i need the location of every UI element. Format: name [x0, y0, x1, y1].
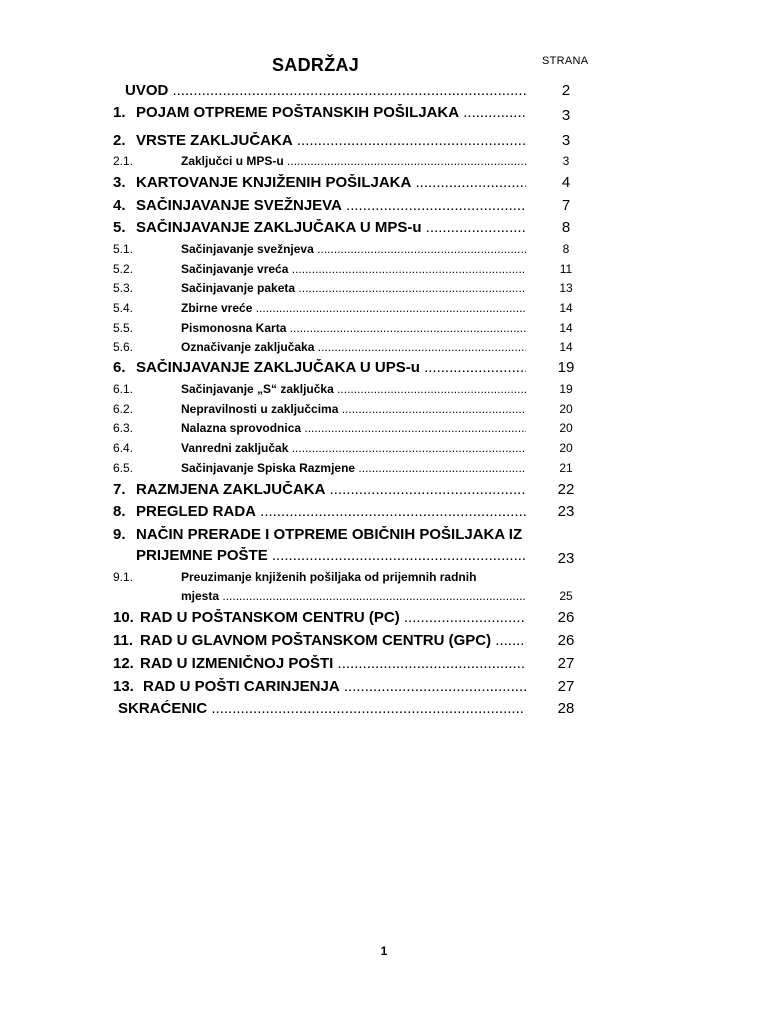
toc-entry-label: SAČINJAVANJE SVEŽNJEVA ..... — [136, 197, 526, 214]
toc-entry-label: Zbirne vreće ..... — [181, 301, 526, 315]
toc-entry-label: Sačinjavanje „S“ zaključka ..... — [181, 382, 526, 396]
toc-entry-label: RAD U POŠTANSKOM CENTRU (PC) ..... — [140, 609, 526, 626]
toc-entry-page: 26 — [557, 632, 575, 649]
toc-entry-number: 10. — [113, 609, 134, 626]
page-number: 1 — [380, 944, 388, 958]
toc-entry-page: 19 — [559, 382, 573, 396]
toc-entry-number: 5.6. — [113, 340, 134, 354]
toc-entry-number: 11. — [113, 632, 134, 649]
toc-entry-page: 13 — [559, 281, 573, 295]
toc-entry-page: 27 — [557, 655, 575, 672]
page-column-header: STRANA — [542, 55, 589, 67]
toc-entry-page: 23 — [557, 550, 575, 567]
toc-entry-page: 8 — [561, 219, 571, 236]
toc-entry-number: 6.3. — [113, 421, 134, 435]
toc-entry-number: 6.4. — [113, 441, 134, 455]
page-title: SADRŽAJ — [272, 55, 360, 75]
toc-entry-number: 6. — [113, 359, 126, 376]
toc-entry-page: 26 — [557, 609, 575, 626]
toc-entry-page: 3 — [562, 154, 570, 168]
toc-entry-page: 20 — [559, 421, 573, 435]
toc-entry-label: Označivanje zaključaka ..... — [181, 340, 526, 354]
toc-entry-number: 5.3. — [113, 281, 134, 295]
toc-entry-number: 6.5. — [113, 461, 134, 475]
toc-entry-label: Sačinjavanje svežnjeva ..... — [181, 242, 526, 256]
toc-entry-page: 3 — [561, 107, 571, 124]
toc-entry-number: 2.1. — [113, 154, 134, 168]
toc-entry-number: 6.1. — [113, 382, 134, 396]
toc-entry-number: 5.2. — [113, 262, 134, 276]
toc-entry-label-line2: mjesta ..... — [181, 589, 526, 603]
toc-entry-page: 25 — [559, 589, 573, 603]
toc-entry-page: 21 — [559, 461, 573, 475]
toc-entry-label: Sačinjavanje Spiska Razmjene ..... — [181, 461, 526, 475]
toc-entry-page: 11 — [559, 262, 573, 276]
toc-entry-number: 3. — [113, 174, 126, 191]
toc-entry-label: POJAM OTPREME POŠTANSKIH POŠILJAKA ..... — [136, 104, 526, 121]
toc-entry-label: KARTOVANJE KNJIŽENIH POŠILJAKA ..... — [136, 174, 526, 191]
toc-entry-label: Pismonosna Karta ..... — [181, 321, 526, 335]
toc-entry-page: 14 — [559, 321, 573, 335]
toc-entry-number: 13. — [113, 678, 134, 695]
toc-entry-page: 4 — [561, 174, 571, 191]
toc-entry-label: Nalazna sprovodnica ..... — [181, 421, 526, 435]
toc-entry-label: Zaključci u MPS-u ..... — [181, 154, 526, 168]
toc-entry-label: RAZMJENA ZAKLJUČAKA ..... — [136, 481, 526, 498]
toc-entry-page: 27 — [557, 678, 575, 695]
toc-entry-number: 5. — [113, 219, 126, 236]
toc-entry-number: 6.2. — [113, 402, 134, 416]
toc-entry-label-line2: PRIJEMNE POŠTE ..... — [136, 547, 526, 564]
toc-entry-label: VRSTE ZAKLJUČAKA ..... — [136, 132, 526, 149]
toc-entry-label: RAD U IZMENIČNOJ POŠTI ..... — [140, 655, 526, 672]
toc-entry-page: 20 — [559, 441, 573, 455]
toc-entry-label: SAČINJAVANJE ZAKLJUČAKA U UPS-u ..... — [136, 359, 526, 376]
toc-entry-number: 7. — [113, 481, 126, 498]
toc-entry-label: Sačinjavanje paketa ..... — [181, 281, 526, 295]
toc-entry-page: 14 — [559, 301, 573, 315]
toc-entry-number: 4. — [113, 197, 126, 214]
toc-entry-number: 1. — [113, 104, 126, 121]
toc-entry-number: 9.1. — [113, 570, 134, 584]
toc-entry-label: Vanredni zaključak ..... — [181, 441, 526, 455]
toc-entry-number: 5.1. — [113, 242, 134, 256]
toc-entry-label-line1: Preuzimanje knjiženih pošiljaka od prijemnih radnih — [181, 570, 477, 584]
toc-entry-page: 2 — [561, 82, 571, 99]
toc-entry-page: 28 — [557, 700, 575, 717]
toc-entry-label: PREGLED RADA ..... — [136, 503, 526, 520]
toc-entry-number: 12. — [113, 655, 134, 672]
toc-entry-number: 8. — [113, 503, 126, 520]
toc-entry-page: 8 — [562, 242, 570, 256]
toc-entry-page: 20 — [559, 402, 573, 416]
toc-entry-number: 2. — [113, 132, 126, 149]
toc-entry-number: 5.5. — [113, 321, 134, 335]
toc-entry-label: Sačinjavanje vreća ..... — [181, 262, 526, 276]
toc-entry-number: 9. — [113, 526, 126, 543]
toc-entry-page: 23 — [557, 503, 575, 520]
toc-entry-page: 19 — [557, 359, 575, 376]
toc-entry-label: RAD U POŠTI CARINJENJA ..... — [143, 678, 526, 695]
toc-entry-page: 3 — [561, 132, 571, 149]
toc-entry-label-line1: NAČIN PRERADE I OTPREME OBIČNIH POŠILJAKA IZ — [136, 526, 523, 543]
toc-entry-label: RAD U GLAVNOM POŠTANSKOM CENTRU (GPC) ..... — [140, 632, 526, 649]
toc-entry-label: Nepravilnosti u zaključcima ..... — [181, 402, 526, 416]
toc-entry-label: SKRAĆENIC ..... — [118, 700, 524, 717]
toc-entry-page: 22 — [557, 481, 575, 498]
toc-entry-page: 14 — [559, 340, 573, 354]
toc-entry-label: SAČINJAVANJE ZAKLJUČAKA U MPS-u ..... — [136, 219, 526, 236]
toc-entry-label: UVOD ..... — [125, 82, 526, 99]
toc-entry-number: 5.4. — [113, 301, 134, 315]
toc-entry-page: 7 — [561, 197, 571, 214]
